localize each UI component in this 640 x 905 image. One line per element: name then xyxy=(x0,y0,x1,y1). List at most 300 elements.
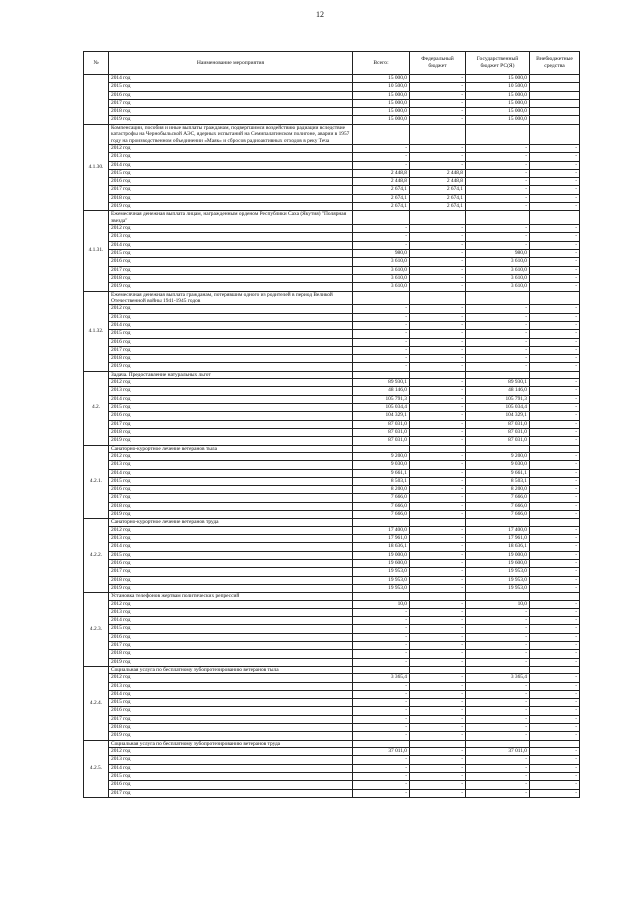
empty-cell xyxy=(466,371,530,378)
total-cell: 7 666,0 xyxy=(353,502,410,510)
regional-cell: - xyxy=(466,145,530,153)
total-cell: - xyxy=(353,625,410,633)
regional-cell: 9 661,1 xyxy=(466,469,530,477)
table-row xyxy=(84,330,580,338)
federal-cell: - xyxy=(410,274,466,282)
extrabudget-cell: - xyxy=(530,186,580,194)
total-cell: - xyxy=(353,233,410,241)
table-row xyxy=(84,194,580,202)
extrabudget-cell: - xyxy=(530,250,580,258)
year-cell: 2015 год xyxy=(109,250,353,258)
year-cell: 2016 год xyxy=(109,559,353,567)
total-cell: - xyxy=(353,363,410,371)
total-cell: - xyxy=(353,707,410,715)
table-row xyxy=(84,543,580,551)
table-row xyxy=(84,225,580,233)
federal-cell: - xyxy=(410,756,466,764)
year-cell: 2016 год xyxy=(109,178,353,186)
year-cell: 2019 год xyxy=(109,658,353,666)
regional-cell: 89 930,1 xyxy=(466,379,530,387)
total-cell: 2 448,8 xyxy=(353,178,410,186)
total-cell: - xyxy=(353,650,410,658)
federal-cell: - xyxy=(410,641,466,649)
federal-cell: - xyxy=(410,461,466,469)
total-cell: 15 000,0 xyxy=(353,91,410,99)
extrabudget-cell: - xyxy=(530,707,580,715)
regional-cell: 10 500,0 xyxy=(466,83,530,91)
table-row xyxy=(84,321,580,329)
empty-cell xyxy=(530,371,580,378)
regional-cell: 3 610,0 xyxy=(466,283,530,291)
table-row xyxy=(84,355,580,363)
extrabudget-cell xyxy=(530,75,580,83)
extrabudget-cell: - xyxy=(530,258,580,266)
year-cell: 2019 год xyxy=(109,511,353,519)
extrabudget-cell xyxy=(530,99,580,107)
year-cell: 2012 год xyxy=(109,452,353,460)
federal-cell: - xyxy=(410,568,466,576)
table-row xyxy=(84,452,580,460)
col-total-header: Всего: xyxy=(353,52,410,75)
extrabudget-cell: - xyxy=(530,502,580,510)
extrabudget-cell: - xyxy=(530,526,580,534)
extrabudget-cell: - xyxy=(530,420,580,428)
extrabudget-cell: - xyxy=(530,584,580,592)
section-title: Социальная услуга по бесплатному зубопротезированию ветеранов труда xyxy=(109,740,353,747)
regional-cell: - xyxy=(466,153,530,161)
extrabudget-cell: - xyxy=(530,428,580,436)
regional-cell: - xyxy=(466,161,530,169)
total-cell: - xyxy=(353,313,410,321)
table-row xyxy=(84,274,580,282)
regional-cell: 8 200,0 xyxy=(466,486,530,494)
federal-cell: - xyxy=(410,551,466,559)
table-header-row xyxy=(84,52,580,75)
empty-cell xyxy=(410,124,466,144)
section-title: Санаторно-курортное лечение ветеранов тыла xyxy=(109,445,353,452)
empty-cell xyxy=(530,740,580,747)
empty-cell xyxy=(410,593,466,600)
year-cell: 2013 год xyxy=(109,387,353,395)
total-cell: 87 031,0 xyxy=(353,428,410,436)
federal-cell: - xyxy=(410,789,466,797)
extrabudget-cell: - xyxy=(530,161,580,169)
extrabudget-cell: - xyxy=(530,313,580,321)
total-cell: - xyxy=(353,715,410,723)
regional-cell: - xyxy=(466,633,530,641)
regional-cell: 17 961,0 xyxy=(466,535,530,543)
empty-cell xyxy=(530,519,580,526)
extrabudget-cell: - xyxy=(530,600,580,608)
empty-cell xyxy=(530,593,580,600)
total-cell: - xyxy=(353,225,410,233)
federal-cell: - xyxy=(410,690,466,698)
year-cell: 2018 год xyxy=(109,502,353,510)
total-cell: - xyxy=(353,699,410,707)
regional-cell: 7 666,0 xyxy=(466,511,530,519)
regional-cell: 980,0 xyxy=(466,250,530,258)
table-row xyxy=(84,576,580,584)
section-number: 4.2. xyxy=(84,371,109,445)
federal-cell: - xyxy=(410,428,466,436)
regional-cell: - xyxy=(466,225,530,233)
table-row xyxy=(84,412,580,420)
total-cell: - xyxy=(353,346,410,354)
year-cell: 2012 год xyxy=(109,145,353,153)
federal-cell: - xyxy=(410,772,466,780)
extrabudget-cell: - xyxy=(530,486,580,494)
federal-cell: - xyxy=(410,559,466,567)
federal-cell: - xyxy=(410,724,466,732)
year-cell: 2014 год xyxy=(109,161,353,169)
empty-cell xyxy=(410,445,466,452)
year-cell: 2013 год xyxy=(109,313,353,321)
year-cell: 2015 год xyxy=(109,625,353,633)
extrabudget-cell: - xyxy=(530,469,580,477)
table-row xyxy=(84,420,580,428)
total-cell: - xyxy=(353,161,410,169)
table-row xyxy=(84,707,580,715)
federal-cell: - xyxy=(410,477,466,485)
table-row xyxy=(84,83,580,91)
year-cell: 2014 год xyxy=(109,764,353,772)
section-title-row xyxy=(84,371,580,378)
total-cell: 3 365,4 xyxy=(353,674,410,682)
federal-cell: - xyxy=(410,535,466,543)
empty-cell xyxy=(353,371,410,378)
federal-cell: - xyxy=(410,576,466,584)
total-cell: 10,0 xyxy=(353,600,410,608)
regional-cell: 17 400,0 xyxy=(466,526,530,534)
regional-cell: 87 031,0 xyxy=(466,420,530,428)
extrabudget-cell: - xyxy=(530,748,580,756)
total-cell: 8 200,0 xyxy=(353,486,410,494)
federal-cell: - xyxy=(410,99,466,107)
extrabudget-cell: - xyxy=(530,658,580,666)
regional-cell: - xyxy=(466,355,530,363)
table-row xyxy=(84,379,580,387)
regional-cell: 9 030,0 xyxy=(466,461,530,469)
empty-cell xyxy=(466,211,530,225)
regional-cell: 3 365,4 xyxy=(466,674,530,682)
federal-cell: - xyxy=(410,781,466,789)
total-cell: - xyxy=(353,682,410,690)
extrabudget-cell: - xyxy=(530,233,580,241)
regional-cell: 3 610,0 xyxy=(466,258,530,266)
federal-cell: - xyxy=(410,600,466,608)
regional-cell: 19 953,0 xyxy=(466,576,530,584)
empty-cell xyxy=(353,666,410,673)
extrabudget-cell: - xyxy=(530,178,580,186)
col-federal-header: Федеральный бюджет xyxy=(410,52,466,75)
year-cell: 2018 год xyxy=(109,724,353,732)
regional-cell: - xyxy=(466,641,530,649)
year-cell: 2014 год xyxy=(109,543,353,551)
section-title-row xyxy=(84,740,580,747)
total-cell: 105 791,3 xyxy=(353,395,410,403)
extrabudget-cell: - xyxy=(530,724,580,732)
empty-cell xyxy=(530,124,580,144)
section-number: 4.1.31. xyxy=(84,211,109,291)
table-row xyxy=(84,258,580,266)
regional-cell: - xyxy=(466,241,530,249)
total-cell: - xyxy=(353,241,410,249)
regional-cell: - xyxy=(466,313,530,321)
table-row xyxy=(84,764,580,772)
year-cell: 2018 год xyxy=(109,194,353,202)
federal-cell: - xyxy=(410,437,466,445)
table-row xyxy=(84,658,580,666)
regional-cell: 19 953,0 xyxy=(466,568,530,576)
year-cell: 2016 год xyxy=(109,412,353,420)
regional-cell: - xyxy=(466,186,530,194)
extrabudget-cell: - xyxy=(530,283,580,291)
total-cell: - xyxy=(353,772,410,780)
total-cell: 15 000,0 xyxy=(353,116,410,124)
extrabudget-cell: - xyxy=(530,650,580,658)
extrabudget-cell: - xyxy=(530,682,580,690)
extrabudget-cell: - xyxy=(530,412,580,420)
empty-cell xyxy=(530,291,580,305)
table-row xyxy=(84,395,580,403)
empty-cell xyxy=(410,291,466,305)
extrabudget-cell: - xyxy=(530,379,580,387)
federal-cell: - xyxy=(410,732,466,740)
table-body xyxy=(84,75,580,798)
year-cell: 2013 год xyxy=(109,153,353,161)
empty-cell xyxy=(410,666,466,673)
table-row xyxy=(84,633,580,641)
federal-cell: - xyxy=(410,658,466,666)
section-title: Компенсации, пособия и иные выплаты гражданам, подвергшимся воздействию радиации вследствие катастрофы на Чернобыльской АЭС, ядерных испытаний на Семипалатинском полигоне, аварии в 1957 году на производственном объединении «Маяк» и сбросов радиоактивных отходов в реку Теча xyxy=(109,124,353,144)
year-cell: 2012 год xyxy=(109,674,353,682)
total-cell: - xyxy=(353,330,410,338)
table-row xyxy=(84,241,580,249)
regional-cell: 15 000,0 xyxy=(466,99,530,107)
year-cell: 2015 год xyxy=(109,477,353,485)
section-number: 4.1.30. xyxy=(84,124,109,211)
year-cell: 2019 год xyxy=(109,732,353,740)
empty-cell xyxy=(410,740,466,747)
regional-cell: - xyxy=(466,338,530,346)
federal-cell: - xyxy=(410,617,466,625)
federal-cell: - xyxy=(410,715,466,723)
extrabudget-cell: - xyxy=(530,617,580,625)
extrabudget-cell: - xyxy=(530,395,580,403)
total-cell: - xyxy=(353,633,410,641)
col-extrabudget-header: Внебюджетные средства xyxy=(530,52,580,75)
regional-cell: - xyxy=(466,772,530,780)
extrabudget-cell: - xyxy=(530,732,580,740)
table-row xyxy=(84,266,580,274)
year-cell: 2017 год xyxy=(109,568,353,576)
extrabudget-cell: - xyxy=(530,194,580,202)
total-cell: 19 000,0 xyxy=(353,551,410,559)
table-row xyxy=(84,715,580,723)
empty-cell xyxy=(353,593,410,600)
year-cell: 2019 год xyxy=(109,363,353,371)
regional-cell: - xyxy=(466,781,530,789)
table-row xyxy=(84,511,580,519)
total-cell: 87 031,0 xyxy=(353,437,410,445)
regional-cell: 37 011,0 xyxy=(466,748,530,756)
regional-cell: - xyxy=(466,707,530,715)
extrabudget-cell xyxy=(530,116,580,124)
federal-cell: - xyxy=(410,321,466,329)
regional-cell: 104 329,1 xyxy=(466,412,530,420)
total-cell: - xyxy=(353,355,410,363)
federal-cell: - xyxy=(410,707,466,715)
total-cell: 10 500,0 xyxy=(353,83,410,91)
total-cell: 104 329,1 xyxy=(353,412,410,420)
total-cell: 7 666,0 xyxy=(353,494,410,502)
table-row xyxy=(84,690,580,698)
year-cell: 2016 год xyxy=(109,633,353,641)
extrabudget-cell: - xyxy=(530,363,580,371)
extrabudget-cell: - xyxy=(530,203,580,211)
federal-cell: - xyxy=(410,764,466,772)
year-cell: 2013 год xyxy=(109,682,353,690)
table-row xyxy=(84,75,580,83)
federal-cell: - xyxy=(410,452,466,460)
extrabudget-cell: - xyxy=(530,715,580,723)
extrabudget-cell: - xyxy=(530,535,580,543)
year-cell: 2016 год xyxy=(109,258,353,266)
empty-cell xyxy=(353,211,410,225)
page-number: 12 xyxy=(316,10,324,19)
section-title-row xyxy=(84,211,580,225)
empty-cell xyxy=(530,445,580,452)
extrabudget-cell: - xyxy=(530,404,580,412)
extrabudget-cell: - xyxy=(530,576,580,584)
total-cell: 18 636,1 xyxy=(353,543,410,551)
table-row xyxy=(84,724,580,732)
federal-cell: 2 448,8 xyxy=(410,169,466,177)
year-cell: 2015 год xyxy=(109,551,353,559)
total-cell: - xyxy=(353,338,410,346)
regional-cell: - xyxy=(466,732,530,740)
year-cell: 2013 год xyxy=(109,233,353,241)
section-title: Ежемесячная денежная выплата гражданам, потерявшим одного из родителей в период Великой Отечественной войны 1941-1945 годов xyxy=(109,291,353,305)
year-cell: 2012 год xyxy=(109,600,353,608)
year-cell: 2016 год xyxy=(109,707,353,715)
total-cell: - xyxy=(353,789,410,797)
table-row xyxy=(84,641,580,649)
section-title-row xyxy=(84,519,580,526)
section-title: Ежемесячная денежная выплата лицам, награжденным орденом Республики Саха (Якутия) "Полярная звезда" xyxy=(109,211,353,225)
year-cell: 2014 год xyxy=(109,469,353,477)
federal-cell: - xyxy=(410,674,466,682)
table-row xyxy=(84,91,580,99)
extrabudget-cell: - xyxy=(530,781,580,789)
table-row xyxy=(84,526,580,534)
table-row xyxy=(84,732,580,740)
total-cell: - xyxy=(353,305,410,313)
extrabudget-cell xyxy=(530,83,580,91)
federal-cell: - xyxy=(410,305,466,313)
year-cell: 2014 год xyxy=(109,241,353,249)
extrabudget-cell: - xyxy=(530,153,580,161)
section-number: 4.1.32. xyxy=(84,291,109,371)
extrabudget-cell: - xyxy=(530,608,580,616)
federal-cell: - xyxy=(410,83,466,91)
federal-cell: - xyxy=(410,363,466,371)
regional-cell: 7 666,0 xyxy=(466,502,530,510)
extrabudget-cell: - xyxy=(530,274,580,282)
regional-cell: 9 200,0 xyxy=(466,452,530,460)
year-cell: 2015 год xyxy=(109,330,353,338)
year-cell: 2018 год xyxy=(109,576,353,584)
federal-cell: - xyxy=(410,266,466,274)
regional-cell: 19 600,0 xyxy=(466,559,530,567)
extrabudget-cell: - xyxy=(530,266,580,274)
regional-cell: 48 146,0 xyxy=(466,387,530,395)
total-cell: 3 610,0 xyxy=(353,274,410,282)
extrabudget-cell: - xyxy=(530,756,580,764)
total-cell: - xyxy=(353,608,410,616)
section-title: Задача. Предоставление натуральных льгот xyxy=(109,371,353,378)
year-cell: 2014 год xyxy=(109,690,353,698)
table-row xyxy=(84,161,580,169)
regional-cell: 87 031,0 xyxy=(466,428,530,436)
total-cell: 48 146,0 xyxy=(353,387,410,395)
federal-cell: - xyxy=(410,633,466,641)
federal-cell: - xyxy=(410,161,466,169)
empty-cell xyxy=(410,371,466,378)
federal-cell: - xyxy=(410,241,466,249)
year-cell: 2019 год xyxy=(109,584,353,592)
federal-cell: - xyxy=(410,608,466,616)
table-row xyxy=(84,559,580,567)
federal-cell: - xyxy=(410,330,466,338)
total-cell: - xyxy=(353,321,410,329)
extrabudget-cell: - xyxy=(530,452,580,460)
regional-cell: 15 000,0 xyxy=(466,75,530,83)
table-row xyxy=(84,178,580,186)
table-row xyxy=(84,477,580,485)
total-cell: 2 674,1 xyxy=(353,194,410,202)
extrabudget-cell: - xyxy=(530,355,580,363)
section-title: Установка телефонов жертвам политических репрессий xyxy=(109,593,353,600)
federal-cell: - xyxy=(410,91,466,99)
table-row xyxy=(84,338,580,346)
year-cell: 2018 год xyxy=(109,274,353,282)
federal-cell: - xyxy=(410,494,466,502)
total-cell: 17 400,0 xyxy=(353,526,410,534)
table-row xyxy=(84,781,580,789)
total-cell: - xyxy=(353,781,410,789)
empty-cell xyxy=(353,291,410,305)
extrabudget-cell: - xyxy=(530,690,580,698)
section-title: Санаторно-курортное лечение ветеранов труда xyxy=(109,519,353,526)
year-cell: 2014 год xyxy=(109,321,353,329)
federal-cell: - xyxy=(410,250,466,258)
extrabudget-cell: - xyxy=(530,437,580,445)
regional-cell: - xyxy=(466,650,530,658)
regional-cell: - xyxy=(466,169,530,177)
extrabudget-cell: - xyxy=(530,346,580,354)
year-cell: 2014 год xyxy=(109,395,353,403)
regional-cell: 8 503,1 xyxy=(466,477,530,485)
total-cell: 980,0 xyxy=(353,250,410,258)
regional-cell: 3 610,0 xyxy=(466,266,530,274)
table-row xyxy=(84,283,580,291)
section-title: Социальная услуга по бесплатному зубопротезированию ветеранов тыла xyxy=(109,666,353,673)
table-row xyxy=(84,551,580,559)
year-cell: 2019 год xyxy=(109,437,353,445)
table-row xyxy=(84,584,580,592)
extrabudget-cell: - xyxy=(530,169,580,177)
